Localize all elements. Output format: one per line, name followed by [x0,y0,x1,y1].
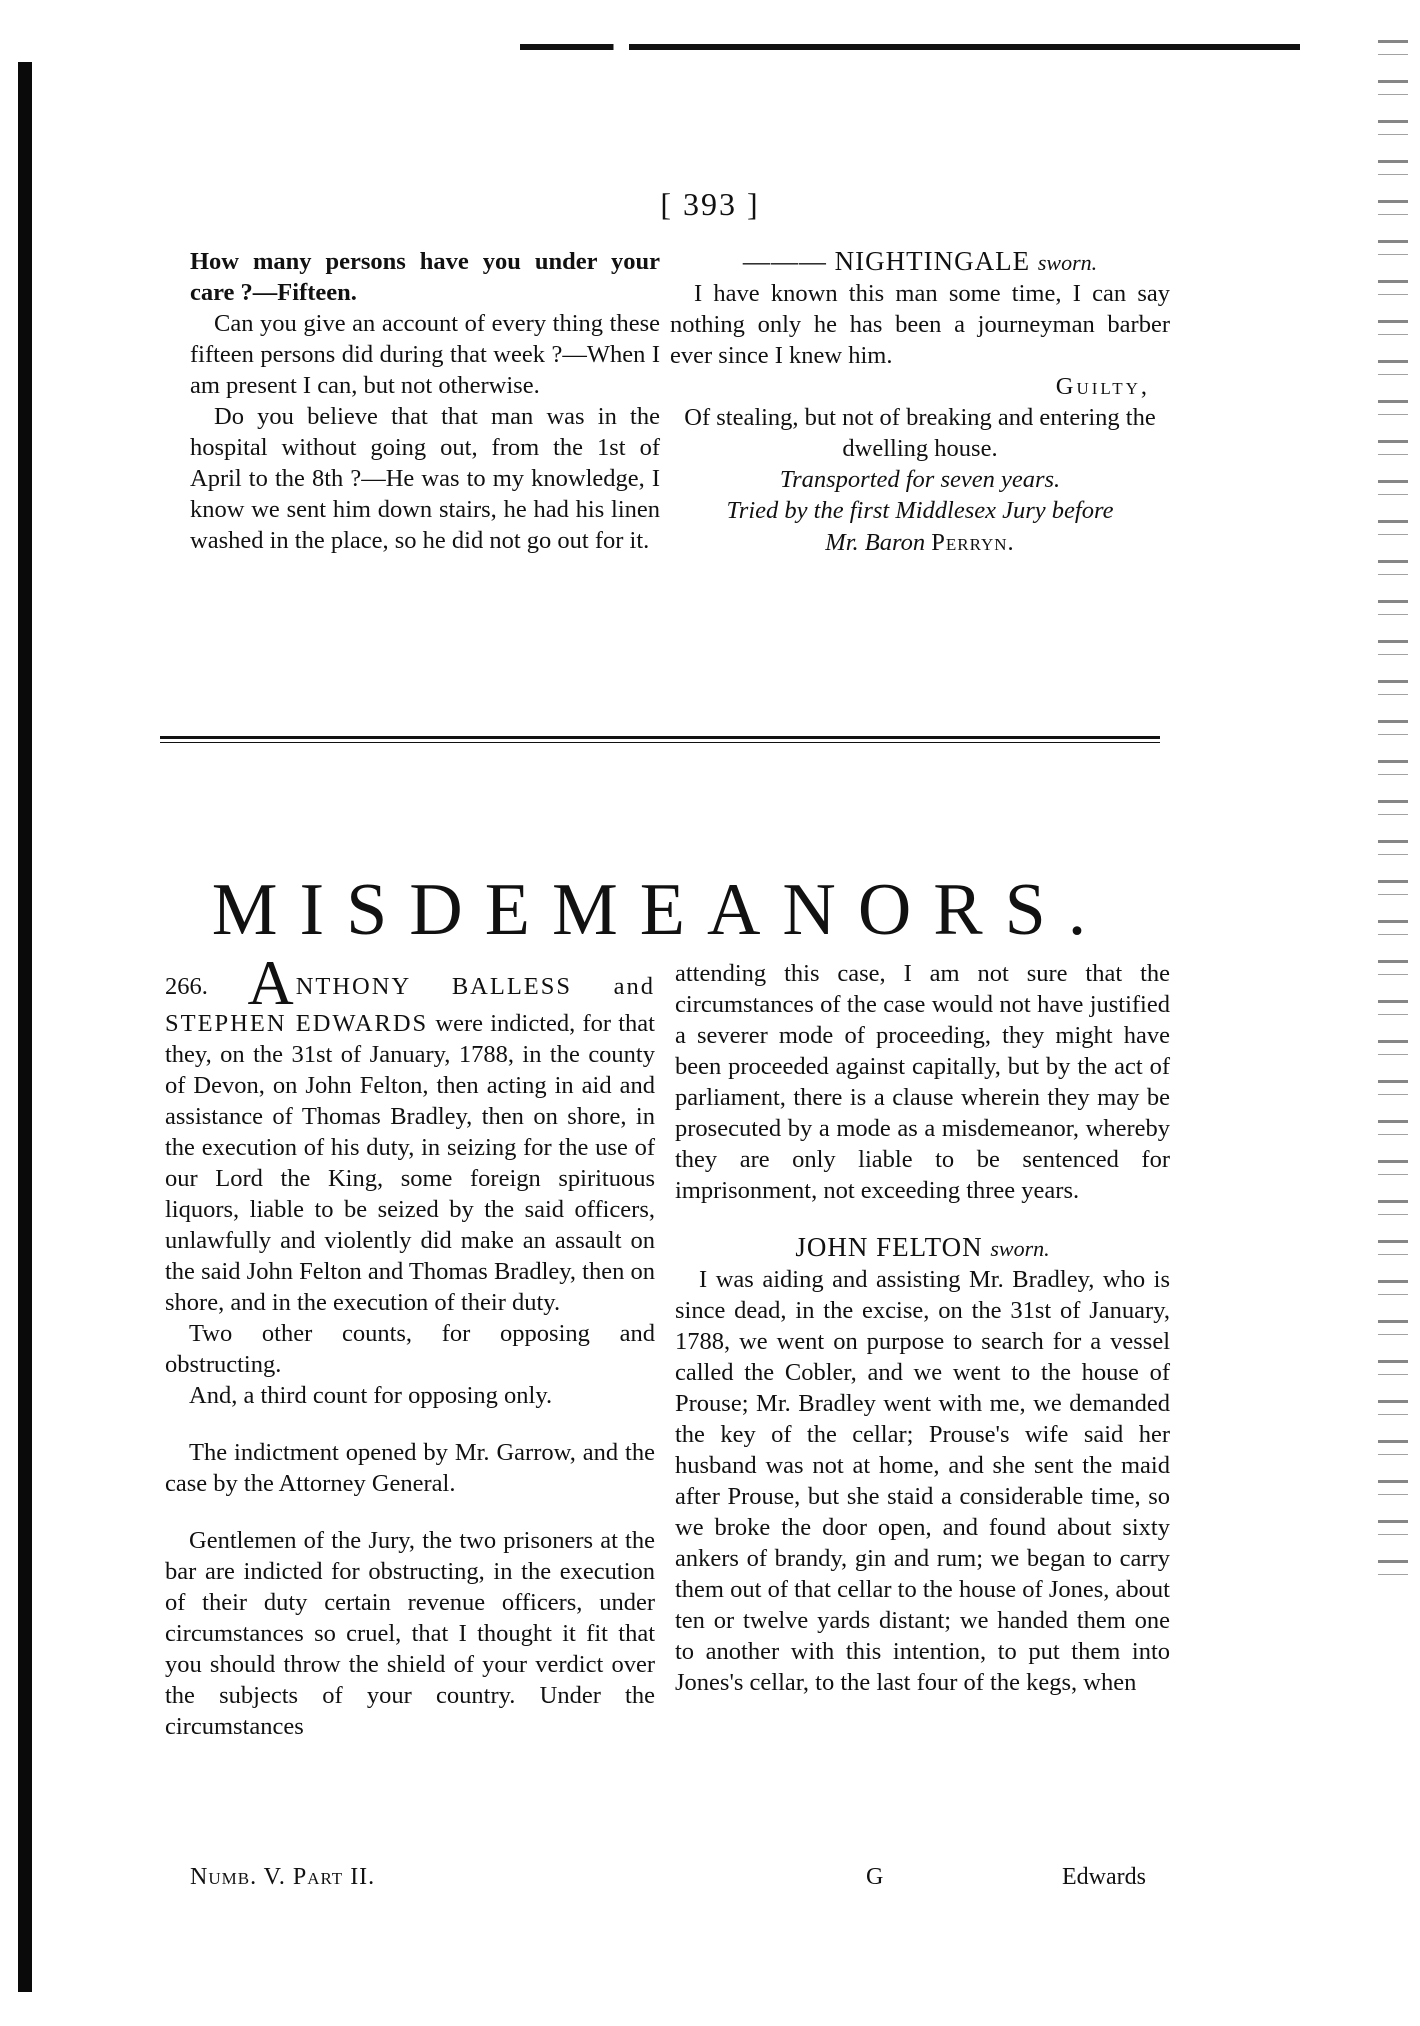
trial-line-1: Tried by the first Middlesex Jury before [726,497,1114,524]
section-title: MISDEMEANORS. [211,868,1109,951]
scan-edge-top [520,44,1300,50]
witness-heading-felton [675,1232,1170,1264]
bottom-left-column [165,947,655,1742]
witness-name: NIGHTINGALE [834,246,1031,276]
question-paragraph-2: Can you give an account of every thing these fifteen persons did during that week ?—When I am present I can, but not otherwise. [190,310,660,399]
dropcap: A [247,947,294,1018]
scan-edge-right [1378,40,1408,1600]
verdict: Guilty, [1055,373,1150,400]
top-left-column [190,246,660,556]
question-paragraph-3: Do you believe that that man was in the hospital without going out, from the 1st of April to the 8th ?—He was to my knowledge, I know we sent him down stairs, he had his linen washed in the place, so he did not go out for it. [190,403,660,554]
page-number: [ 393 ] [660,186,760,222]
indictment-opened: The indictment opened by Mr. Garrow, and the case by the Attorney General. [165,1439,655,1497]
count-three: And, a third count for opposing only. [189,1382,553,1409]
spacer [165,1411,655,1437]
case-opening [165,947,655,1318]
witness-testimony: I have known this man some time, I can say nothing only he has been a journeyman barber ever since I knew him. [670,280,1170,369]
footer-part-label: Numb. V. Part II. [190,1864,376,1890]
witness-heading-nightingale [670,246,1170,278]
witness-dash: ——— [742,246,827,276]
top-right-column [670,246,1170,559]
spacer [675,1206,1170,1232]
defendant-names: NTHONY BALLESS and STEPHEN EDWARDS [165,973,655,1037]
sentence: Transported for seven years. [779,466,1061,493]
count-two: Two other counts, for opposing and obstructing. [165,1320,655,1378]
jury-address: Gentlemen of the Jury, the two prisoners at the bar are indicted for obstructing, in the execution of their duty certain revenue officers, under circumstances so cruel, that I thought it fit that you should throw the shield of your verdict over the subjects of your country. Under the circumstances [165,1527,655,1740]
trial-line-2-prefix: Mr. Baron [825,529,926,556]
trial-judge: Perryn. [931,529,1015,556]
bottom-right-column [675,958,1170,1698]
witness-sworn: sworn. [1037,250,1098,275]
witness-testimony: I was aiding and assisting Mr. Bradley, who is since dead, in the excise, on the 31st of January, 1788, we went on purpose to search for a vessel called the Cobler, and we went to the house of Prouse; Mr. Bradley went with me, we demanded the key of the cellar; Prouse's wife said her husband was not at home, and she sent the maid after Prouse, but she staid a considerable time, so we broke the door open, and found about sixty ankers of brandy, gin and rum; we began to carry them out of that cellar to the house of Jones, about ten or twelve yards distant; we handed them one to another with this intention, to put them into Jones's cellar, to the last four of the kegs, when [675,1266,1170,1696]
address-continued: attending this case, I am not sure that the circumstances of the case would not have justified a severer mode of proceeding, they might have been proceeded against capitally, but by the act of parliament, there is a clause wherein they may be prosecuted by a mode as a misdemeanor, whereby they are only liable to be sentenced for imprisonment, not exceeding three years. [675,960,1170,1204]
indictment-text: were indicted, for that they, on the 31st of January, 1788, in the county of Devon, on John Felton, then acting in aid and assistance of Thomas Bradley, then on shore, in the execution of his duty, in seizing for the use of our Lord the King, some foreign spirituous liquors, liable to be seized by the said officers, unlawfully and violently did make an assault on the said John Felton and Thomas Bradley, then on shore, and in the execution of their duty. [165,1010,655,1316]
footer-catchword: Edwards [1062,1864,1146,1890]
question-paragraph-1: How many persons have you under your care ?—Fifteen. [190,248,660,306]
section-rule [160,736,1160,743]
verdict-detail: Of stealing, but not of breaking and entering the dwelling house. [684,404,1156,462]
scan-edge-left [18,62,32,1992]
case-number: 266. [165,973,208,1000]
footer-signature-mark: G [866,1864,884,1890]
trial-note [670,495,1170,559]
witness-sworn: sworn. [990,1236,1050,1261]
witness-name: JOHN FELTON [795,1232,983,1262]
spacer [165,1499,655,1525]
